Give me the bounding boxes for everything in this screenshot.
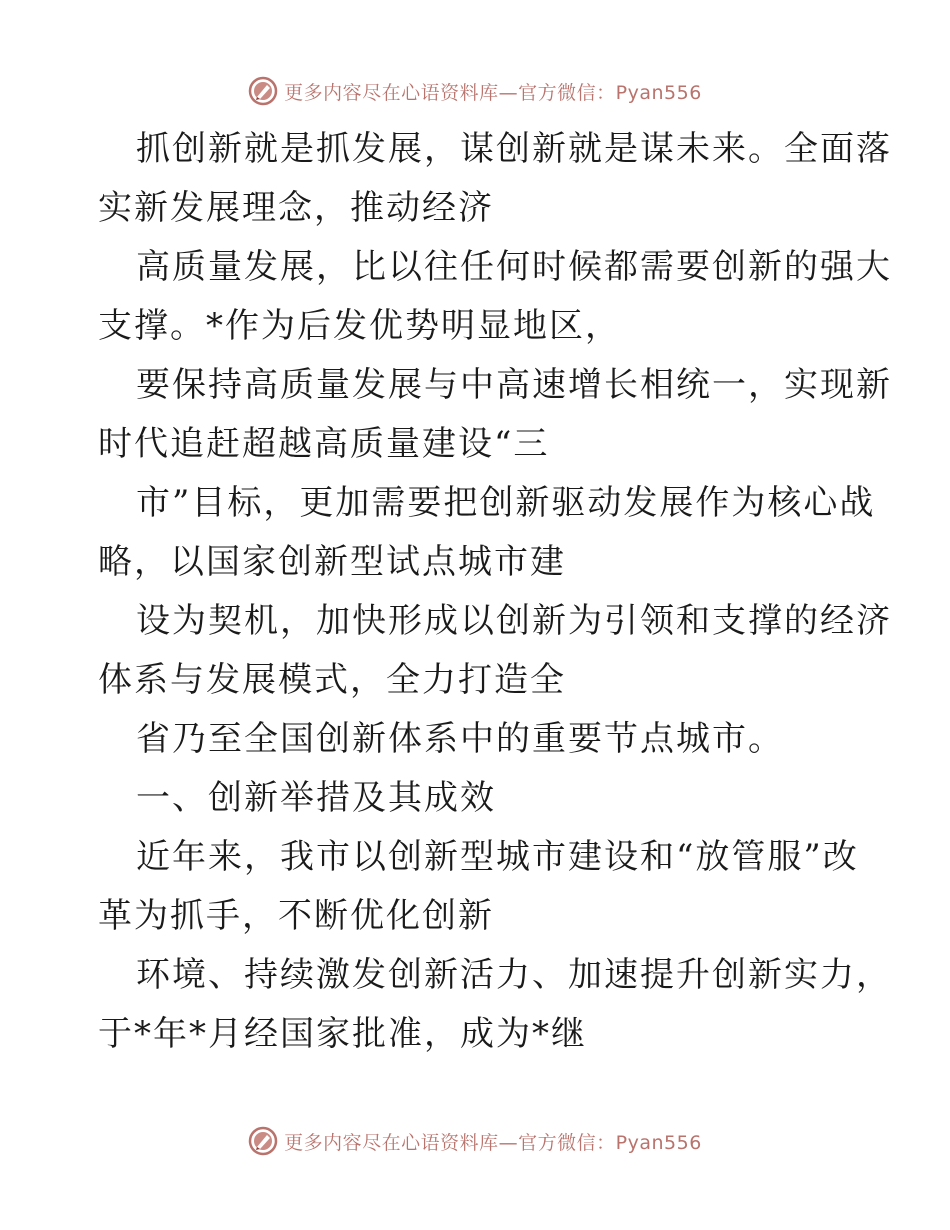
text-line: 实新发展理念，推动经济 bbox=[98, 188, 494, 228]
pen-nib-logo-icon bbox=[248, 76, 278, 106]
text-line: 高质量发展，比以往任何时候都需要创新的强大 bbox=[136, 247, 892, 287]
text-line: 环境、持续激发创新活力、加速提升创新实力， bbox=[136, 955, 892, 995]
text-line: 市”目标，更加需要把创新驱动发展作为核心战 bbox=[136, 483, 876, 523]
text-line: 抓创新就是抓发展，谋创新就是谋未来。全面落 bbox=[136, 129, 892, 169]
header-watermark bbox=[0, 74, 950, 108]
text-line: 体系与发展模式，全力打造全 bbox=[98, 660, 566, 700]
watermark-text: 更多内容尽在心语资料库—官方微信：Pyan556 bbox=[284, 81, 702, 104]
text-line: 于*年*月经国家批准，成为*继 bbox=[98, 1014, 587, 1054]
text-line: 要保持高质量发展与中高速增长相统一，实现新 bbox=[136, 365, 892, 405]
text-line: 略，以国家创新型试点城市建 bbox=[98, 542, 566, 582]
watermark-text: 更多内容尽在心语资料库—官方微信：Pyan556 bbox=[284, 1131, 702, 1154]
text-line: 革为抓手，不断优化创新 bbox=[98, 896, 494, 936]
footer-watermark bbox=[0, 1124, 950, 1158]
text-line: 一、创新举措及其成效 bbox=[136, 778, 496, 818]
pen-nib-logo-icon bbox=[248, 1126, 278, 1156]
text-line: 近年来，我市以创新型城市建设和“放管服”改 bbox=[136, 837, 859, 877]
text-line: 时代追赶超越高质量建设“三 bbox=[98, 424, 550, 464]
text-line: 设为契机，加快形成以创新为引领和支撑的经济 bbox=[136, 601, 892, 641]
document-body bbox=[98, 120, 892, 1064]
text-line: 省乃至全国创新体系中的重要节点城市。 bbox=[136, 719, 784, 759]
text-line: 支撑。*作为后发优势明显地区， bbox=[98, 306, 621, 346]
